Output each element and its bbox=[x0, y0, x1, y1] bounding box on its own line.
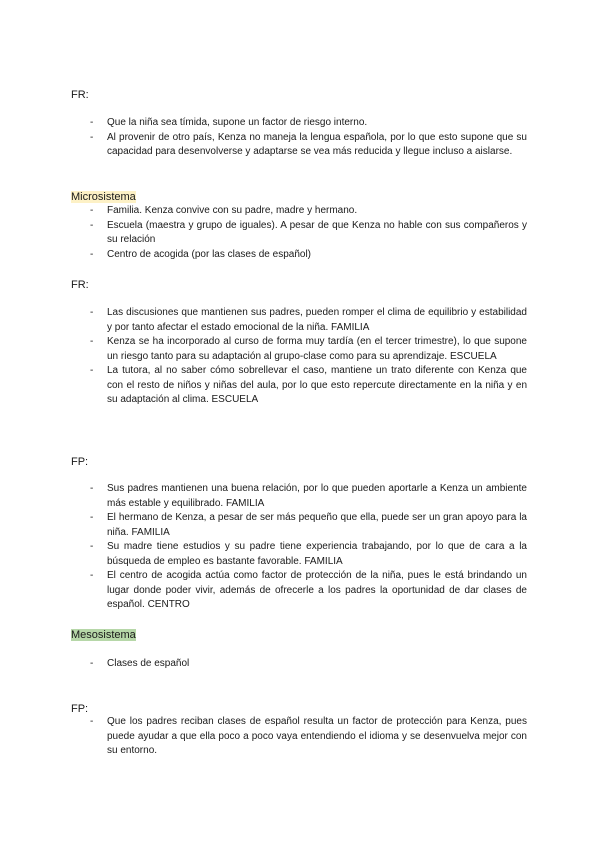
list-item: - Clases de español bbox=[0, 657, 600, 672]
section-label-microsistema bbox=[71, 190, 136, 204]
mesosistema-list bbox=[0, 657, 600, 672]
list-item: - La tutora, al no saber cómo sobrellevar el caso, mantiene un trato diferente con Kenza que con el resto de niños y niñas del aula, por lo que esto repercute directamente en la niña y en su adaptación al clima. ESCUELA bbox=[0, 364, 600, 408]
fp-1-list bbox=[0, 482, 600, 613]
list-item: - Que los padres reciban clases de español resulta un factor de protección para Kenza, pues puede ayudar a que ella poco a poco vaya entendiendo el idioma y se desenvuelva mejor con su entorno. bbox=[0, 715, 600, 759]
section-label-mesosistema bbox=[71, 628, 136, 642]
fr-1-list bbox=[0, 116, 600, 160]
list-item: - El hermano de Kenza, a pesar de ser más pequeño que ella, puede ser un gran apoyo para la niña. FAMILIA bbox=[0, 511, 600, 540]
microsistema-heading: Microsistema bbox=[71, 191, 136, 203]
mesosistema-heading: Mesosistema bbox=[71, 629, 136, 641]
list-item: - Sus padres mantienen una buena relación, por lo que pueden aportarle a Kenza un ambiente más estable y equilibrado. FAMILIA bbox=[0, 482, 600, 511]
list-item: - Centro de acogida (por las clases de español) bbox=[0, 248, 600, 263]
list-item: - El centro de acogida actúa como factor de protección de la niña, pues le está brindando un lugar donde poder vivir, además de ofrecerle a los padres la oportunidad de dar clases de español. CENTRO bbox=[0, 569, 600, 613]
fp-2-list bbox=[0, 715, 600, 759]
list-item: - Kenza se ha incorporado al curso de forma muy tardía (en el tercer trimestre), lo que supone un riesgo tanto para su adaptación al grupo-clase como para su aprendizaje. ESCUELA bbox=[0, 335, 600, 364]
section-label-fp-1: FP: bbox=[71, 456, 89, 468]
list-item: - Escuela (maestra y grupo de iguales). A pesar de que Kenza no hable con sus compañeros y su relación bbox=[0, 219, 600, 248]
section-label-fr-1: FR: bbox=[71, 89, 89, 101]
list-item: - Familia. Kenza convive con su padre, madre y hermano. bbox=[0, 204, 600, 219]
section-label-fr-2: FR: bbox=[71, 279, 89, 291]
section-label-fp-2: FP: bbox=[71, 703, 89, 715]
list-item: - Su madre tiene estudios y su padre tiene experiencia trabajando, por lo que de cara a la búsqueda de empleo es bastante favorable. FAMILIA bbox=[0, 540, 600, 569]
list-item: - Que la niña sea tímida, supone un factor de riesgo interno. bbox=[0, 116, 600, 131]
microsistema-list bbox=[0, 204, 600, 262]
list-item: - Las discusiones que mantienen sus padres, pueden romper el clima de equilibrio y estabilidad y por tanto afectar el estado emocional de la niña. FAMILIA bbox=[0, 306, 600, 335]
fr-2-list bbox=[0, 306, 600, 408]
list-item: - Al provenir de otro país, Kenza no maneja la lengua española, por lo que esto supone que su capacidad para desenvolverse y adaptarse se vea más reducida y llegue incluso a aislarse. bbox=[0, 131, 600, 160]
